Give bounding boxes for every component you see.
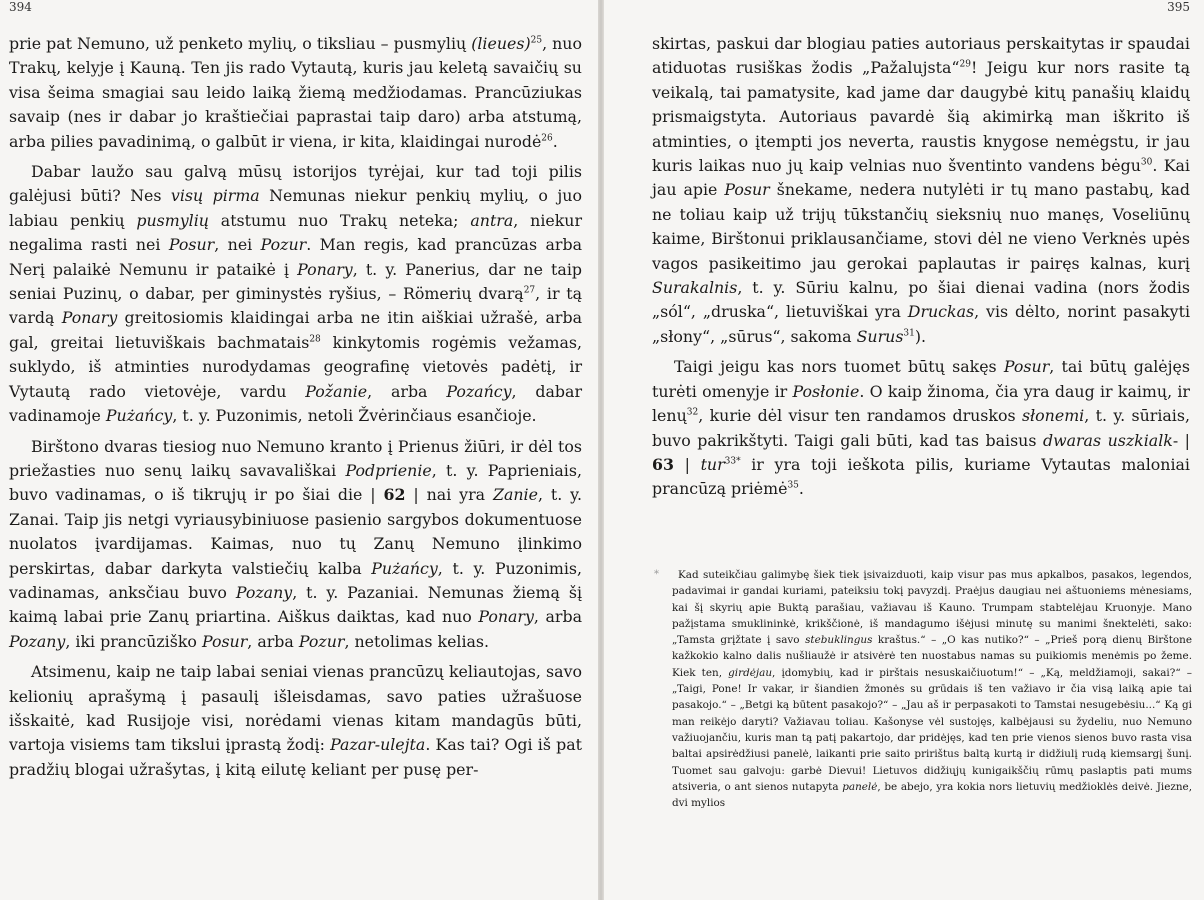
paragraph: skirtas, paskui dar blogiau paties autoriaus perskaitytas ir spaudai atiduotas rusiškas žodis „Pažalujsta“$^{29}$! Jeigu kur nors rasite tą veikalą, tai pamatysite, kad jame dar daugybė kitų panašių klaidų prismaigstyta. Autoriaus pavardė šią akimirką man iškrito iš atminties, o įtempti jos neverta, raustis knygose nemėgstu, ir jau kuris laikas nuo jų kaip velnias nuo šventinto vandens bėgu$^{30}$. Kai jau apie Posur šnekame, nedera nutylėti ir tų mano pastabų, kad ne toliau kaip už trijų tūkstančių sieksnių nuo manęs, Voseliūnų kaime, Birštonui priklausančiame, stovi dėl ne vieno Verknės upės vagos pasikeitimo jau gerokai paplautas ir pairęs kalnas, kurį Surakalnis, t. y. Sūriu kalnu, po šiai dienai vadina (nors žodis „sól“, „druska“, lietuviškai yra Druckas, vis dėlto, norint pasakyti „słony“, „sūrus“, sakoma Surus$^{31}$). [652, 34, 1190, 346]
footnote-marker: * [654, 569, 659, 580]
paragraph: Birštono dvaras tiesiog nuo Nemuno kranto į Prienus žiūri, ir dėl tos priežasties nuo senų laikų savavališkai Podprienie, t. y. Paprieniais, buvo vadinamas, o iš tikrųjų ir po šiai die | 62 | nai yra Zanie, t. y. Zanai. Taip jis netgi vyriausybiniuose pasienio sargybos dokumentuose nuolatos įvardijamas. Kaimas, nuo tų Zanų Nemuno įlinkimo perskirtas, dabar darkyta valstiečių kalba Pużańcy, t. y. Puzonimis, vadinamas, anksčiau buvo Pozany, t. y. Pazaniai. Nemunas žiemą šį kaimą labai prie Zanų priartina. Aiškus daiktas, kad nuo Ponary, arba Pozany, iki prancūziško Posur, arba Pozur, netolimas kelias. [9, 436, 583, 651]
left-page [0, 0, 598, 900]
right-page [604, 0, 1204, 900]
paragraph: Dabar laužo sau galvą mūsų istorijos tyrėjai, kur tad toji pilis galėjusi būti? Nes visų pirma Nemunas niekur penkių mylių, o juo labiau penkių pusmylių atstumu nuo Trakų neteka; antra, niekur negalima rasti nei Posur, nei Pozur. Man regis, kad prancūzas arba Nerį palaikė Nemunu ir pataikė į Ponary, t. y. Panerius, dar ne taip seniai Puzinų, o dabar, per giminystės ryšius, – Römerių dvarą$^{27}$, ir tą vardą Ponary greitosiomis klaidingai arba ne itin aiškiai užrašė, arba gal, greitai lietuviškais bachmatais$^{28}$ kinkytomis rogėmis vežamas, suklydo, iš atminties nurodydamas geografinę vietovės padėtį, ir Vytautą rado vietovėje, vardu Požanie, arba Pozańcy, dabar vadinamoje Pużańcy, t. y. Puzonimis, netoli Žvėrinčiaus esančioje. [9, 162, 583, 426]
right-page-body [652, 32, 1190, 502]
footnote [654, 567, 1192, 811]
footnote-text: Kad suteikčiau galimybę šiek tiek įsivaizduoti, kaip visur pas mus apkalbos, pasakos, legendos, padavimai ir gandai kuriami, pateiksiu tokį pavyzdį. Praėjus daugiau nei aštuoniems mėnesiams, kai šį skyrių apie Buktą parašiau, važiavau iš Kauno. Trumpam stabtelėjau Kruonyje. Mano pažįstama smuklininkė, krikščionė, iš mandagumo išėjusi minutę su manimi šnektelėti, sako: „Tamsta grįžtate į savo stebuklingus kraštus.“ – „O kas nutiko?“ – „Prieš porą dienų Birštone kažkokio kalno dalis nušliaužė ir atsivėrė ten nuostabus namas su puikiomis menėmis po žeme. Kiek ten, girdėjau, įdomybių, kad ir pirštais nesuskaičiuotum!“ – „Ką, meldžiamoji, sakai?“ – „Taigi, Pone! Ir vakar, ir šiandien žmonės su grūdais iš ten važiavo ir čia visą laiką apie tai pasakojo.“ – „Betgi ką būtent pasakojo?“ – „Jau aš ir perpasakoti to Tamstai nesugebėsiu...“ Ką gi man reikėjo daryti? Važiavau toliau. Kašonyse vėl sustojęs, kalbėjausi su žydeliu, nuo Nemuno važiuojančiu, kuris man tą patį pakartojo, dar pridėjęs, kad ten prie vienos sienos buvo rasta visa baltai apsirėdžiusi panelė, laikanti prie saito pririštus baltą kurtą ir didžiulį rudą kiemsargį šunį. Tuomet sau galvoju: garbė Dievui! Lietuvos didžiųjų kunigaikščių rūmų paslaptis pati mums atsiveria, o ant sienos nutapyta panelė, be abejo, yra kokia nors lietuvių medžioklės deivė. Jiezne, dvi mylios [672, 569, 1192, 810]
paragraph: Taigi jeigu kas nors tuomet būtų sakęs Posur, tai būtų galėjęs turėti omenyje ir Posłonie. O kaip žinoma, čia yra daug ir kaimų, ir lenų$^{32}$, kurie dėl visur ten randamos druskos słonemi, t. y. sūriais, buvo pakrikštyti. Taigi gali būti, kad tas baisus dwaras uszkialk- | 63 | tur$^{33*}$ ir yra toji ieškota pilis, kuriame Vytautas maloniai prancūzą priėmė$^{35}$. [652, 357, 1191, 499]
page-number-left: 394 [9, 0, 32, 14]
paragraph: Atsimenu, kaip ne taip labai seniai vienas prancūzų keliautojas, savo kelionių aprašymą į pasaulį išleisdamas, savo paties užrašuose išskaitė, kad Rusijoje visi, norėdami vienas kitam mandagūs būti, vartoja visiems tam tikslui įprastą žodį: Pazar-ulejta. Kas tai? Ogi iš pat pradžių blogai užrašytas, į kitą eilutę keliant per pusę per- [9, 662, 582, 779]
paragraph: prie pat Nemuno, už penketo mylių, o tiksliau – pusmylių (lieues)$^{25}$, nuo Trakų, kelyje į Kauną. Ten jis rado Vytautą, kuris jau keletą savaičių su visa šeima smagiai sau leido laiką žiemą medžiodamas. Prancūziukas savaip (nes ir dabar jo kraštiečiai paprastai taip daro) arba atstumą, arba pilies pavadinimą, o galbūt ir viena, ir kita, klaidingai nurodė$^{26}$. [9, 34, 582, 151]
left-page-body [9, 32, 582, 782]
page-number-right: 395 [1167, 0, 1190, 14]
